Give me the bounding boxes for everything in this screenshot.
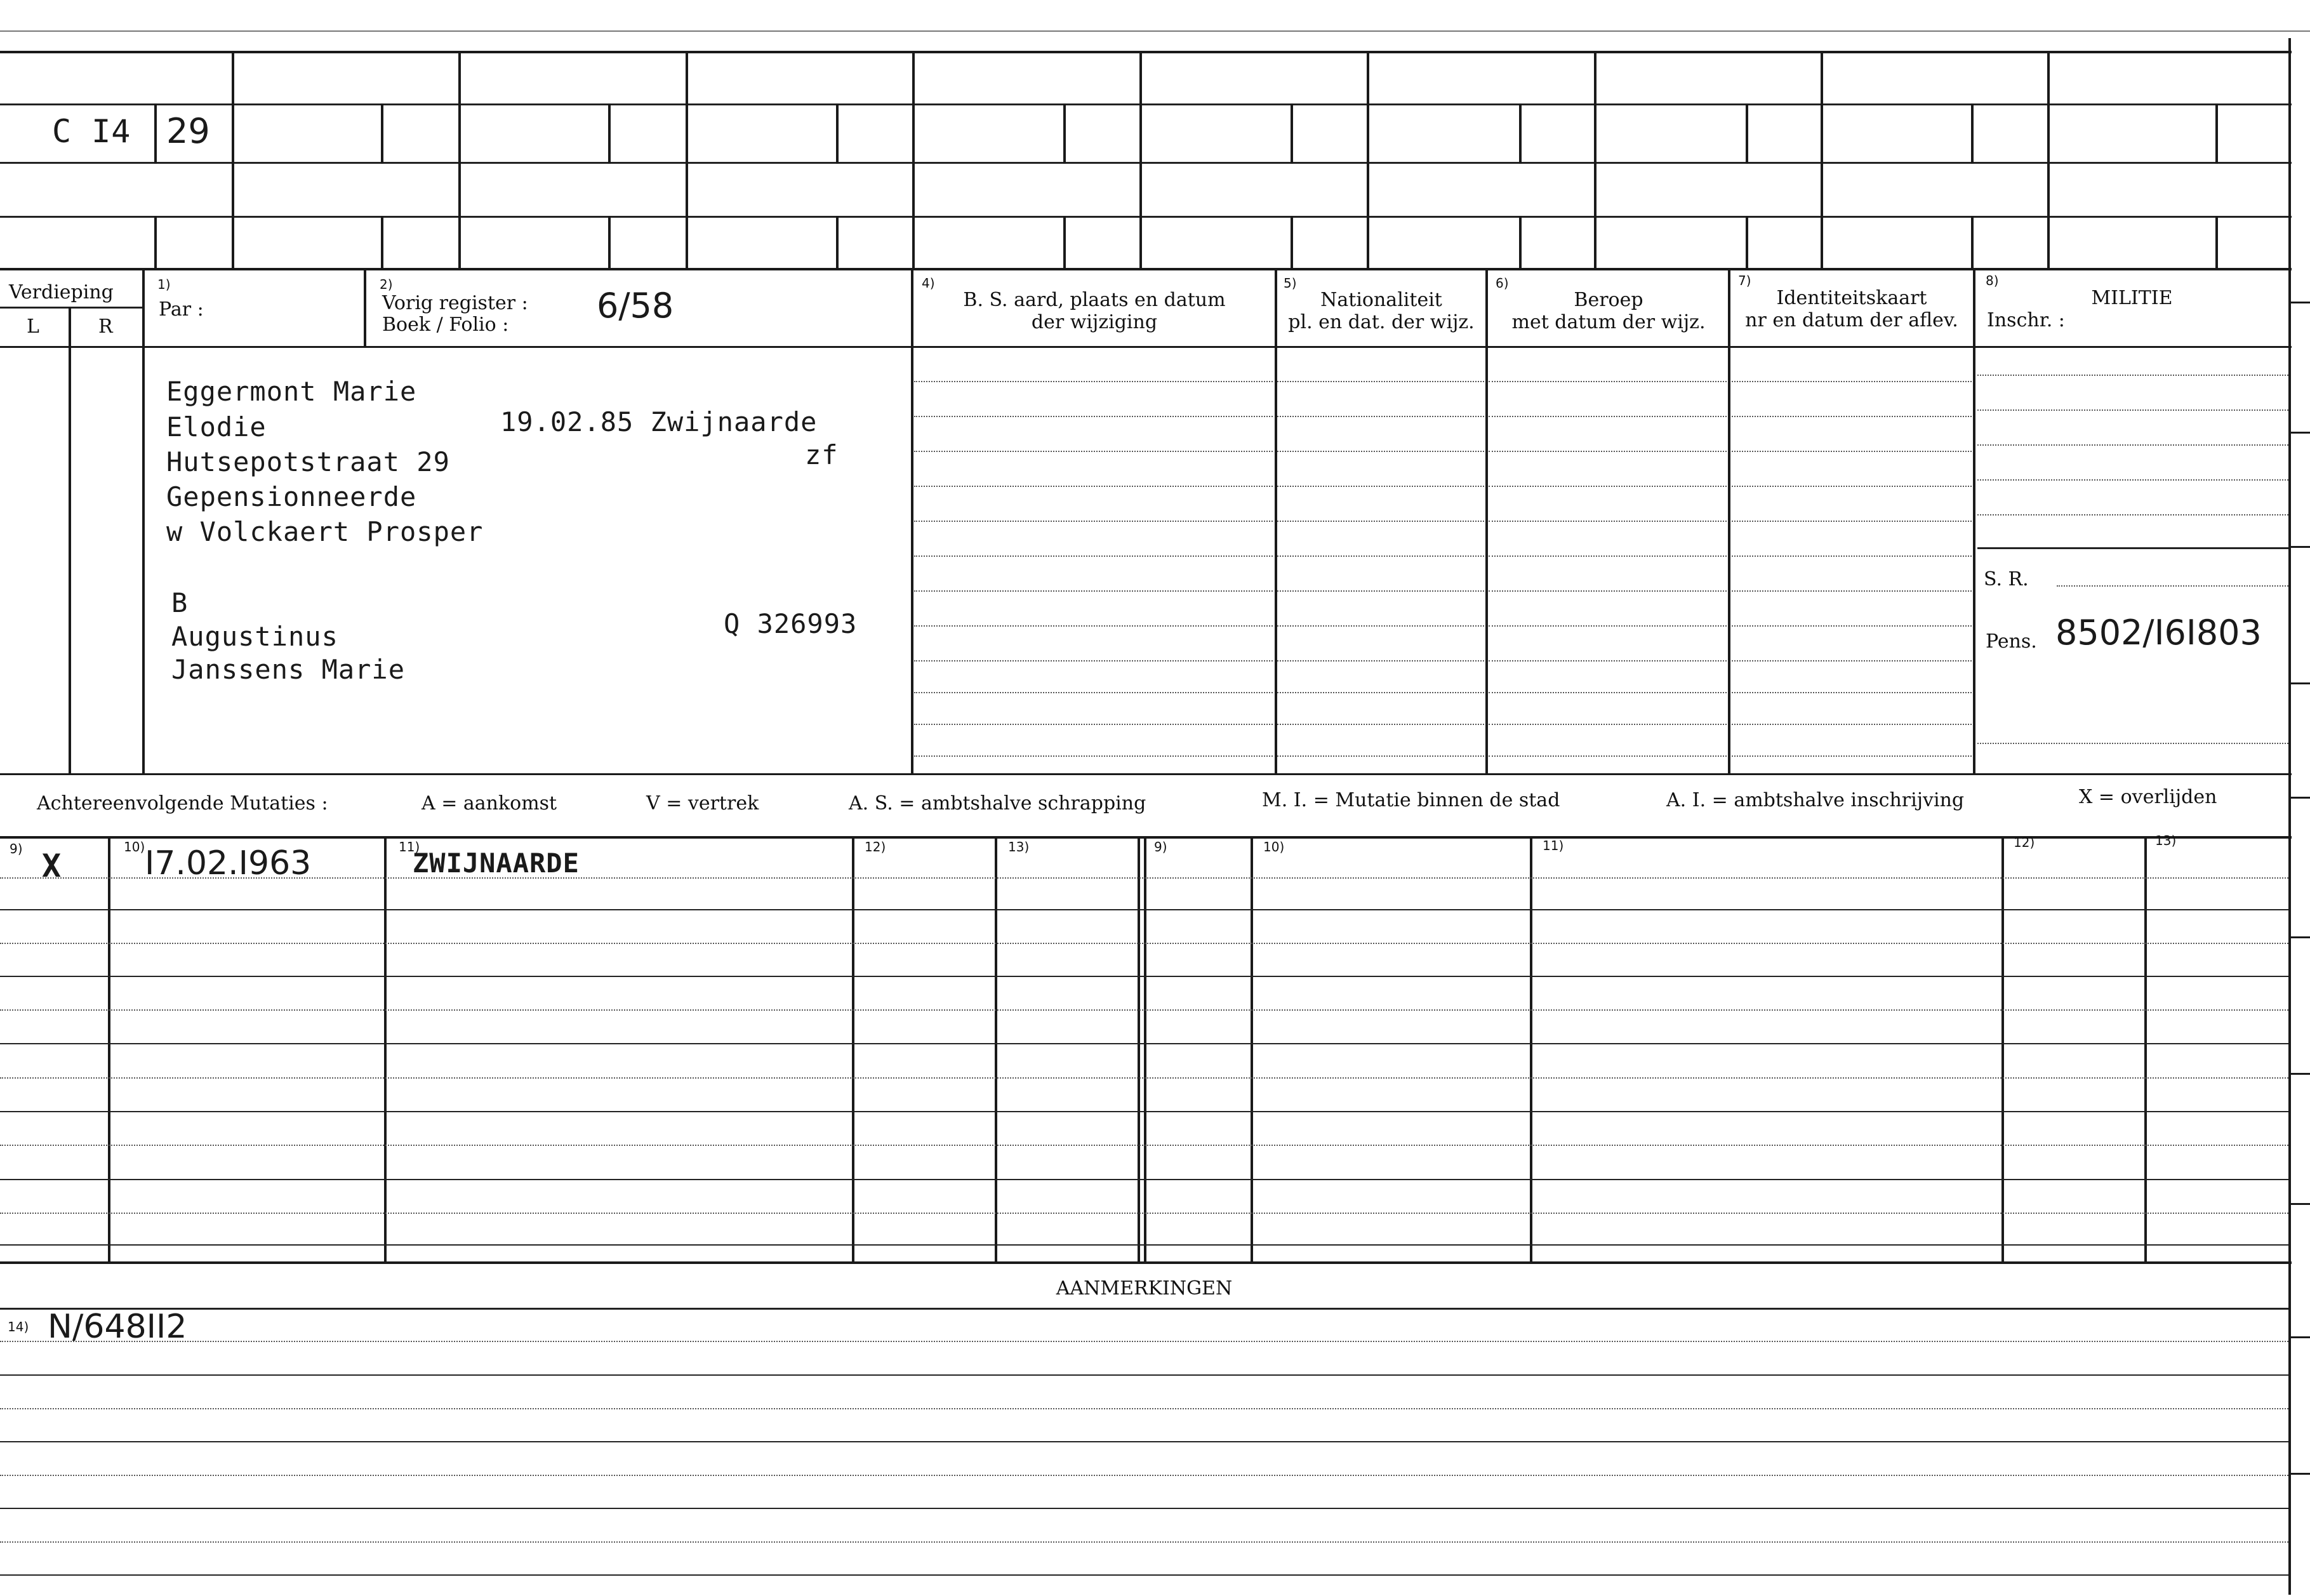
person-tag: zf [805,439,839,470]
nationaliteit-line2: pl. en dat. der wijz. [1288,311,1475,333]
field-num-7: 7) [1738,273,1751,288]
identiteitskaart-line2: nr en datum der aflev. [1745,309,1958,331]
mut-num-12b: 12) [2014,835,2035,850]
mut-num-9b: 9) [1154,839,1167,855]
boek-folio-value: 6/58 [597,286,674,326]
vorig-register-label: Vorig register : [382,292,528,314]
top-code: C I4 [52,113,131,150]
person-spouse: w Volckaert Prosper [166,516,484,547]
legend-ai: A. I. = ambtshalve inschrijving [1666,789,1965,811]
mut-num-10: 10) [124,839,145,855]
sr-label: S. R. [1984,568,2029,590]
field-num-1: 1) [157,277,171,292]
bs-header-line1: B. S. aard, plaats en datum [963,289,1226,311]
mut-num-10b: 10) [1263,839,1285,855]
pens-value: 8502/I6I803 [2055,613,2262,653]
field-num-2: 2) [380,277,393,292]
legend-title: Achtereenvolgende Mutaties : [37,792,328,815]
beroep-line2: met datum der wijz. [1511,311,1706,333]
mut-num-12: 12) [865,839,886,855]
mut-num-13: 13) [1008,839,1030,855]
mut-entry-type: X [42,848,62,884]
field-num-6: 6) [1496,276,1509,291]
verdieping-r: R [98,316,113,338]
top-number: 29 [166,111,210,151]
person-address: Hutsepotstraat 29 [166,446,450,477]
person-name-1: Eggermont Marie [166,376,417,407]
person-b: B [171,587,189,618]
boek-folio-label: Boek / Folio : [382,314,509,336]
identiteitskaart-line1: Identiteitskaart [1776,287,1927,309]
person-mother: Janssens Marie [171,654,406,685]
person-father: Augustinus [171,621,338,652]
par-label: Par : [159,298,204,321]
mut-entry-place: ZWIJNAARDE [413,848,580,879]
legend-v: V = vertrek [646,792,759,815]
bs-header-line2: der wijziging [1031,311,1158,333]
remarks-value: N/648II2 [48,1308,187,1346]
legend-mi: M. I. = Mutatie binnen de stad [1262,789,1560,811]
nationaliteit-line1: Nationaliteit [1320,289,1442,311]
legend-as: A. S. = ambtshalve schrapping [849,792,1146,815]
person-id-number: Q 326993 [724,608,858,639]
verdieping-l: L [27,316,39,338]
mut-num-9: 9) [10,841,23,856]
legend-x: X = overlijden [2079,786,2217,808]
remarks-title: AANMERKINGEN [1056,1277,1233,1300]
legend-a: A = aankomst [422,792,557,815]
person-occupation: Gepensionneerde [166,481,417,512]
person-birth: 19.02.85 Zwijnaarde [500,406,818,437]
pens-label: Pens. [1986,630,2037,653]
militie-title: MILITIE [2091,287,2173,309]
remarks-num-14: 14) [8,1319,29,1334]
person-name-2: Elodie [166,411,267,442]
field-num-8: 8) [1986,273,1999,288]
mut-num-11: 11) [399,839,420,855]
field-num-5: 5) [1284,276,1297,291]
field-num-4: 4) [922,276,935,291]
inschr-label: Inschr. : [1987,309,2065,331]
verdieping-label: Verdieping [9,281,114,303]
beroep-line1: Beroep [1574,289,1643,311]
mut-num-13b: 13) [2155,833,2177,848]
mut-num-11b: 11) [1543,838,1564,853]
mut-entry-date: I7.02.I963 [145,844,312,882]
